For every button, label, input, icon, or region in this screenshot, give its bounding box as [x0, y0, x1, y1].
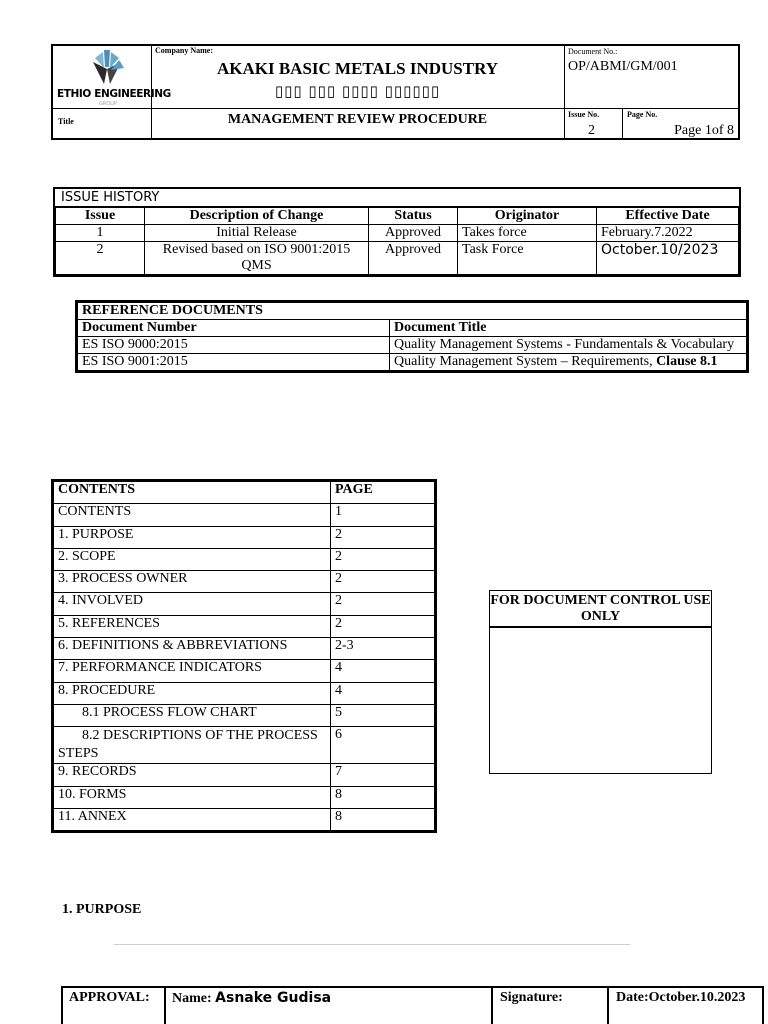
issue-cell: 2	[56, 242, 145, 275]
issue-cell: 1	[56, 225, 145, 242]
toc-entry: 2. SCOPE	[54, 548, 331, 570]
toc-page: 2	[331, 615, 435, 637]
approval-date-field	[616, 990, 745, 1006]
document-control-box	[489, 590, 712, 774]
toc-entry: 1. PURPOSE	[54, 526, 331, 548]
toc-row[interactable]	[54, 660, 435, 682]
column-header: Issue	[56, 208, 145, 225]
approval-date: October.10.2023	[648, 990, 746, 1005]
toc-entry: 8.1 PROCESS FLOW CHART	[54, 704, 331, 726]
effective-date-cell: February.7.2022	[597, 225, 739, 242]
issue-number-label: Issue No.	[568, 110, 600, 119]
toc-entry: 4. INVOLVED	[54, 593, 331, 615]
toc-row[interactable]	[54, 682, 435, 704]
toc-entry: 6. DEFINITIONS & ABBREVIATIONS	[54, 638, 331, 660]
toc-row[interactable]	[54, 593, 435, 615]
document-title-text: Quality Management System – Requirements,	[394, 354, 657, 369]
toc-page: 2	[331, 571, 435, 593]
toc-row[interactable]	[54, 764, 435, 786]
approval-block	[61, 986, 764, 1024]
document-title-cell	[390, 354, 747, 371]
document-header	[51, 44, 740, 140]
toc-entry: 11. ANNEX	[54, 808, 331, 830]
toc-row[interactable]	[54, 808, 435, 830]
document-number: OP/ABMI/GM/001	[568, 59, 678, 74]
column-header: Effective Date	[597, 208, 739, 225]
toc-page: 8	[331, 786, 435, 808]
table-row	[56, 225, 739, 242]
toc-entry: 7. PERFORMANCE INDICATORS	[54, 660, 331, 682]
column-header: Description of Change	[145, 208, 369, 225]
approver-name: Asnake Gudisa	[215, 990, 332, 1006]
page-number: Page 1of 8	[674, 123, 734, 138]
document-title-cell: Quality Management Systems - Fundamentals & Vocabulary	[390, 337, 747, 354]
reference-documents-caption: REFERENCE DOCUMENTS	[78, 303, 747, 320]
toc-entry: 10. FORMS	[54, 786, 331, 808]
column-header: Status	[369, 208, 458, 225]
toc-page: 5	[331, 704, 435, 726]
company-name-amharic: ▯▯▯ ▯▯▯ ▯▯▯▯ ▯▯▯▯▯▯	[274, 82, 441, 100]
status-cell: Approved	[369, 225, 458, 242]
toc-row[interactable]	[54, 571, 435, 593]
table-of-contents	[51, 479, 437, 833]
page-number-label: Page No.	[627, 110, 658, 119]
document-title: MANAGEMENT REVIEW PROCEDURE	[227, 112, 488, 127]
toc-row[interactable]	[54, 615, 435, 637]
document-number-cell: ES ISO 9001:2015	[78, 354, 390, 371]
table-row	[78, 354, 747, 371]
column-header: CONTENTS	[54, 482, 331, 504]
toc-row[interactable]	[54, 548, 435, 570]
toc-entry: CONTENTS	[54, 504, 331, 526]
company-name-label: Company Name:	[155, 46, 213, 55]
column-header: Document Number	[78, 320, 390, 337]
purpose-heading: 1. PURPOSE	[62, 902, 142, 917]
toc-page: 2-3	[331, 638, 435, 660]
company-logo	[55, 48, 171, 107]
toc-row[interactable]	[54, 638, 435, 660]
toc-row[interactable]	[54, 786, 435, 808]
status-cell: Approved	[369, 242, 458, 275]
document-control-title: FOR DOCUMENT CONTROL USE ONLY	[490, 591, 711, 628]
clause-reference: Clause 8.1	[656, 354, 718, 369]
table-row	[56, 242, 739, 275]
logo-subtext: GROUP	[99, 101, 117, 107]
description-cell: Initial Release	[145, 225, 369, 242]
document-number-cell: ES ISO 9000:2015	[78, 337, 390, 354]
originator-cell: Task Force	[458, 242, 597, 275]
reference-documents-table	[75, 300, 749, 373]
toc-row[interactable]	[54, 727, 435, 764]
toc-page: 2	[331, 548, 435, 570]
toc-row[interactable]	[54, 704, 435, 726]
document-number-label: Document No.:	[568, 47, 618, 56]
toc-row[interactable]	[54, 504, 435, 526]
toc-entry: 5. REFERENCES	[54, 615, 331, 637]
toc-page: 1	[331, 504, 435, 526]
toc-entry: 3. PROCESS OWNER	[54, 571, 331, 593]
toc-entry: 9. RECORDS	[54, 764, 331, 786]
issue-history-table	[53, 187, 741, 277]
effective-date-cell: October.10/2023	[597, 242, 739, 275]
toc-entry: 8.2 DESCRIPTIONS OF THE PROCESS STEPS	[54, 727, 331, 764]
signature-label: Signature:	[500, 990, 563, 1005]
toc-page: 2	[331, 593, 435, 615]
toc-row[interactable]	[54, 526, 435, 548]
toc-page: 6	[331, 727, 435, 764]
toc-page: 4	[331, 682, 435, 704]
description-cell: Revised based on ISO 9001:2015 QMS	[145, 242, 369, 275]
toc-page: 2	[331, 526, 435, 548]
issue-history-caption: ISSUE HISTORY	[55, 189, 739, 207]
toc-entry: 8. PROCEDURE	[54, 682, 331, 704]
toc-page: 4	[331, 660, 435, 682]
toc-page: 8	[331, 808, 435, 830]
logo-text: ETHIO ENGINEERING	[57, 88, 171, 100]
table-row	[78, 337, 747, 354]
column-header: PAGE	[331, 482, 435, 504]
date-label: Date:	[616, 990, 649, 1005]
approver-name-field	[172, 990, 331, 1007]
company-name: AKAKI BASIC METALS INDUSTRY	[216, 59, 499, 78]
column-header: Document Title	[390, 320, 747, 337]
toc-page: 7	[331, 764, 435, 786]
approval-label: APPROVAL:	[69, 990, 150, 1005]
issue-number: 2	[588, 123, 595, 138]
name-label: Name:	[172, 991, 216, 1006]
column-header: Originator	[458, 208, 597, 225]
originator-cell: Takes force	[458, 225, 597, 242]
divider	[114, 944, 630, 945]
title-label: Title	[58, 117, 74, 126]
